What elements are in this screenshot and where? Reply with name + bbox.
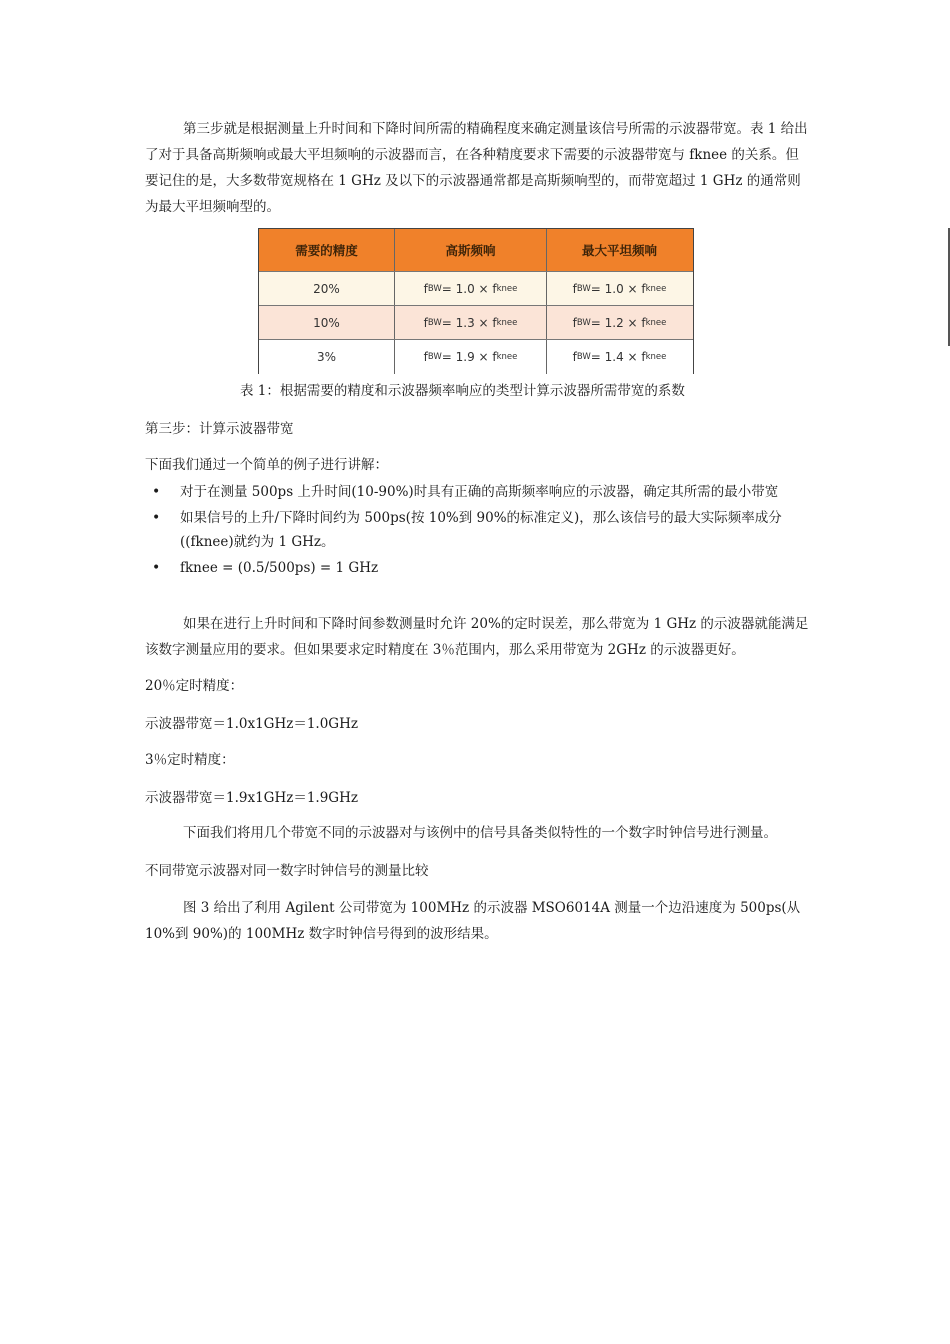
intro-paragraph: 第三步就是根据测量上升时间和下降时间所需的精确程度来确定测量该信号所需的示波器带宽。表 1 给出了对于具备高斯频响或最大平坦频响的示波器而言，在各种精度要求下需要的示波器带宽与 fknee 的关系。但要记住的是，大多数带宽规格在 1 GHz 及以下的示波器通常都是高斯频响型的，而带宽超过 1 GHz 的通常则为最大平坦频响型的。 [145, 121, 808, 215]
formula-coefficient: = 1.0 × f [590, 282, 646, 296]
step3-heading: 第三步：计算示波器带宽 [145, 421, 294, 437]
bullet-text: fknee = (0.5/500ps) = 1 GHz [180, 560, 379, 576]
bandwidth-20-result: 示波器带宽＝1.0x1GHz＝1.0GHz [145, 716, 358, 732]
table-row [259, 271, 693, 306]
list-item [145, 556, 785, 580]
max-flat-formula-cell [547, 340, 692, 374]
table-caption: 表 1：根据需要的精度和示波器频率响应的类型计算示波器所需带宽的系数 [240, 383, 685, 399]
example-intro: 下面我们通过一个简单的例子进行讲解： [145, 457, 388, 473]
formula-coefficient: = 1.3 × f [441, 316, 497, 330]
bullet-icon: • [152, 510, 161, 526]
formula-knee-subscript: knee [496, 318, 518, 328]
formula-bw-subscript: BW [427, 318, 442, 328]
formula-coefficient: = 1.9 × f [441, 350, 497, 364]
bandwidth-table [258, 228, 694, 374]
comparison-heading: 不同带宽示波器对同一数字时钟信号的测量比较 [145, 863, 429, 879]
measure-intro: 下面我们将用几个带宽不同的示波器对与该例中的信号具备类似特性的一个数字时钟信号进行测量。 [183, 825, 777, 841]
accuracy-cell: 20% [259, 272, 395, 306]
bullet-text: 如果信号的上升/下降时间约为 500ps(按 10%到 90%的标准定义)，那么该信号的最大实际频率成分((fknee)就约为 1 GHz。 [180, 510, 782, 550]
accuracy-cell: 10% [259, 306, 395, 340]
formula-bw-subscript: BW [576, 352, 591, 362]
formula-f: f [423, 350, 428, 364]
formula-coefficient: = 1.2 × f [590, 316, 646, 330]
formula-f: f [572, 316, 577, 330]
gaussian-formula-cell [395, 272, 547, 306]
formula-knee-subscript: knee [496, 352, 518, 362]
formula-f: f [572, 350, 577, 364]
header-max-flat: 最大平坦频响 [581, 243, 657, 258]
bullet-text: 对于在测量 500ps 上升时间(10-90%)时具有正确的高斯频率响应的示波器，确定其所需的最小带宽 [180, 484, 779, 500]
bandwidth-3-result: 示波器带宽＝1.9x1GHz＝1.9GHz [145, 790, 358, 806]
accuracy-20-label: 20％定时精度： [145, 678, 244, 694]
gaussian-formula-cell [395, 340, 547, 374]
formula-f: f [423, 316, 428, 330]
formula-bw-subscript: BW [427, 352, 442, 362]
accuracy-3-label: 3％定时精度： [145, 752, 235, 768]
table-row [259, 305, 693, 340]
header-accuracy: 需要的精度 [259, 229, 395, 271]
formula-f: f [572, 282, 577, 296]
formula-bw-subscript: BW [427, 284, 442, 294]
header-gaussian: 高斯频响 [395, 229, 547, 271]
bullet-icon: • [152, 560, 161, 576]
formula-knee-subscript: knee [645, 352, 667, 362]
max-flat-formula-cell [547, 272, 692, 306]
formula-f: f [423, 282, 428, 296]
formula-knee-subscript: knee [645, 284, 667, 294]
list-item [145, 506, 785, 554]
table-row [259, 339, 693, 374]
formula-bw-subscript: BW [576, 284, 591, 294]
formula-knee-subscript: knee [645, 318, 667, 328]
bullet-icon: • [152, 484, 161, 500]
example-bullet-list [145, 480, 785, 582]
formula-bw-subscript: BW [576, 318, 591, 328]
max-flat-formula-cell [547, 306, 692, 340]
formula-coefficient: = 1.4 × f [590, 350, 646, 364]
explanation-paragraph: 如果在进行上升时间和下降时间参数测量时允许 20%的定时误差，那么带宽为 1 GHz 的示波器就能满足该数字测量应用的要求。但如果要求定时精度在 3％范围内，那么采用带宽为 2GHz 的示波器更好。 [145, 616, 809, 658]
formula-knee-subscript: knee [496, 284, 518, 294]
figure-paragraph: 图 3 给出了利用 Agilent 公司带宽为 100MHz 的示波器 MSO6014A 测量一个边沿速度为 500ps(从 10%到 90%)的 100MHz 数字时钟信号得到的波形结果。 [145, 900, 801, 942]
table-header-row [259, 229, 693, 271]
accuracy-cell: 3% [259, 340, 395, 374]
list-item [145, 480, 785, 504]
gaussian-formula-cell [395, 306, 547, 340]
formula-coefficient: = 1.0 × f [441, 282, 497, 296]
